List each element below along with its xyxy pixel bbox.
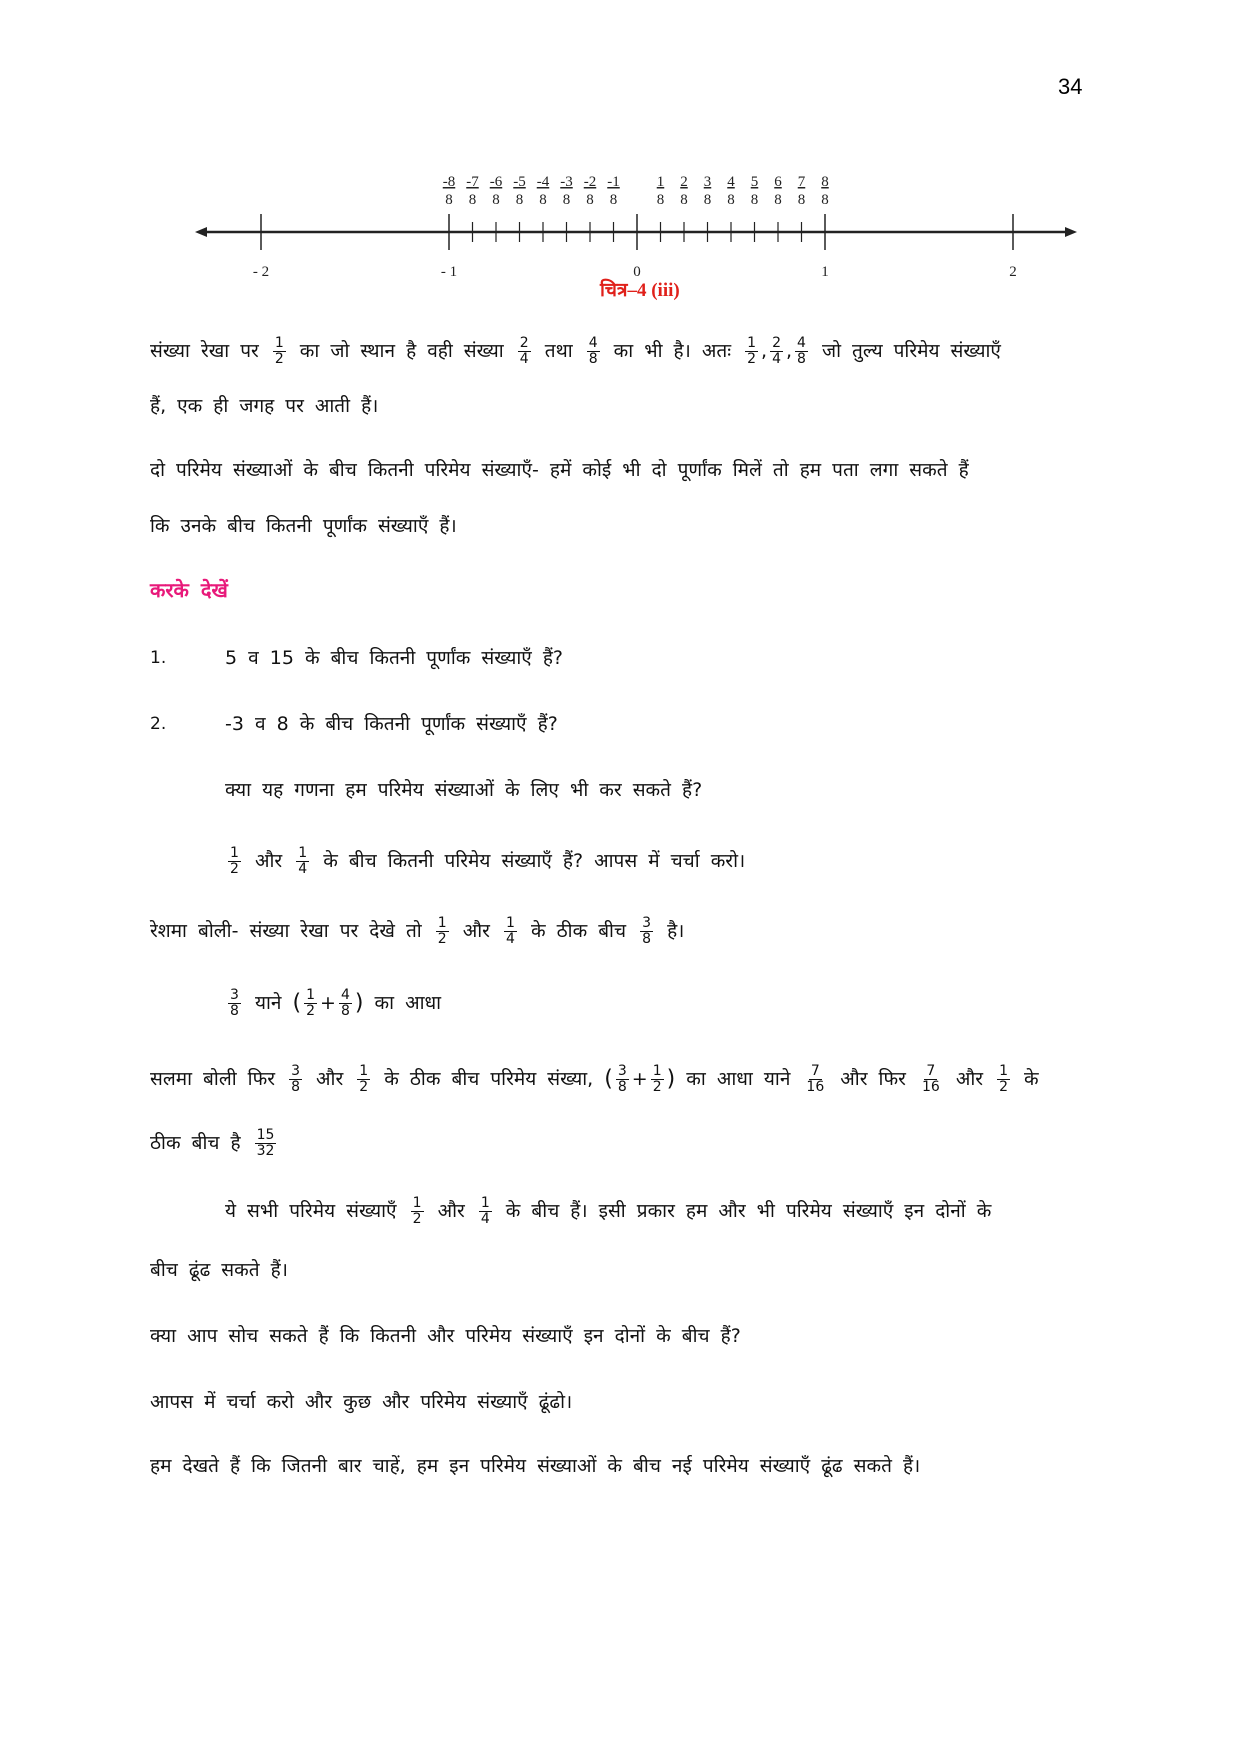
svg-text:8: 8 bbox=[774, 192, 782, 208]
svg-text:8: 8 bbox=[797, 192, 806, 208]
list-item: 5 व 15 के बीच कितनी पूर्णांक संख्याएँ हैं? bbox=[225, 647, 564, 669]
fraction: $\frac{3}{8}$ bbox=[291, 1063, 300, 1095]
fraction: $\frac{1}{2}$ bbox=[437, 915, 447, 947]
fraction: $\frac{1}{2}$ bbox=[306, 987, 316, 1019]
fraction: $\frac{1}{2}$ bbox=[412, 1195, 422, 1227]
figure-caption: चित्र–4 (iii) bbox=[600, 280, 680, 301]
svg-text:1: 1 bbox=[821, 264, 829, 280]
svg-text:- 1: - 1 bbox=[440, 264, 458, 280]
svg-text:8: 8 bbox=[515, 192, 524, 208]
svg-text:8: 8 bbox=[562, 192, 571, 208]
reshma-line: रेशमा बोली- संख्या रेखा पर देखे तो $\frac{1}{2}$ और $\frac{1}{4}$ के ठीक बीच $\frac{3}{8}$ है। bbox=[150, 915, 685, 947]
svg-text:8: 8 bbox=[750, 192, 759, 208]
paragraph-line: दो परिमेय संख्याओं के बीच कितनी परिमेय संख्याएँ- हमें कोई भी दो पूर्णांक मिलें तो हम पता लगा सकते हैं bbox=[150, 459, 969, 481]
svg-text:8: 8 bbox=[727, 192, 735, 208]
svg-text:4: 4 bbox=[727, 174, 735, 190]
right-arrow-icon bbox=[1065, 227, 1077, 237]
summary-line-2: बीच ढूंढ सकते हैं। bbox=[150, 1259, 288, 1281]
fraction: $\frac{7}{16}$ bbox=[806, 1063, 825, 1095]
fraction: $\frac{1}{2}$ bbox=[999, 1063, 1008, 1095]
page-number: 34 bbox=[1058, 74, 1083, 99]
svg-text:-2: -2 bbox=[583, 174, 597, 190]
left-arrow-icon bbox=[195, 227, 207, 237]
fraction: $\frac{4}{8}$ bbox=[797, 335, 806, 367]
salma-line-2: ठीक बीच है $\frac{15}{32}$ bbox=[150, 1127, 275, 1159]
closing-line: हम देखते हैं कि जितनी बार चाहें, हम इन परिमेय संख्याओं के बीच नई परिमेय संख्याएँ ढूंढ सकते हैं। bbox=[150, 1455, 921, 1477]
fraction: $\frac{3}{8}$ bbox=[617, 1063, 627, 1095]
list-number: 1. bbox=[150, 648, 167, 668]
fraction: $\frac{1}{4}$ bbox=[480, 1195, 490, 1227]
question-text: क्या यह गणना हम परिमेय संख्याओं के लिए भी कर सकते हैं? bbox=[225, 779, 703, 801]
fraction: $\frac{2}{4}$ bbox=[772, 335, 781, 367]
svg-text:-6: -6 bbox=[489, 174, 503, 190]
svg-text:8: 8 bbox=[468, 192, 477, 208]
summary-line: ये सभी परिमेय संख्याएँ $\frac{1}{2}$ और $\frac{1}{4}$ के बीच हैं। इसी प्रकार हम और भी परिमेय संख्याएँ इन दोनों के bbox=[225, 1195, 992, 1227]
svg-text:8: 8 bbox=[609, 192, 618, 208]
fraction: $\frac{1}{2}$ bbox=[652, 1063, 662, 1095]
list-item: -3 व 8 के बीच कितनी पूर्णांक संख्याएँ हैं? bbox=[225, 713, 558, 735]
fraction: $\frac{3}{8}$ bbox=[230, 987, 239, 1019]
fraction-question: $\frac{1}{2}$ और $\frac{1}{4}$ के बीच कितनी परिमेय संख्याएँ हैं? आपस में चर्चा करो। bbox=[230, 845, 746, 877]
svg-text:- 2: - 2 bbox=[252, 264, 270, 280]
svg-text:8: 8 bbox=[492, 192, 500, 208]
fraction: $\frac{4}{8}$ bbox=[588, 335, 598, 367]
svg-text:-5: -5 bbox=[513, 174, 526, 190]
fraction: $\frac{1}{2}$ bbox=[274, 335, 284, 367]
list-number: 2. bbox=[150, 714, 167, 734]
fraction: $\frac{1}{2}$ bbox=[747, 335, 757, 367]
svg-text:-4: -4 bbox=[536, 174, 550, 190]
fraction: $\frac{1}{2}$ bbox=[359, 1063, 369, 1095]
closing-line: क्या आप सोच सकते हैं कि कितनी और परिमेय संख्याएँ इन दोनों के बीच हैं? bbox=[150, 1325, 741, 1347]
svg-text:8: 8 bbox=[680, 192, 688, 208]
svg-text:8: 8 bbox=[445, 192, 453, 208]
fraction: $\frac{3}{8}$ bbox=[642, 915, 652, 947]
svg-text:8: 8 bbox=[656, 192, 665, 208]
svg-text:-8: -8 bbox=[442, 174, 456, 190]
closing-line: आपस में चर्चा करो और कुछ और परिमेय संख्याएँ ढूंढो। bbox=[150, 1391, 573, 1413]
svg-text:8: 8 bbox=[539, 192, 547, 208]
fraction: $\frac{7}{16}$ bbox=[921, 1063, 940, 1095]
svg-text:2: 2 bbox=[1009, 264, 1017, 280]
salma-line: सलमा बोली फिर $\frac{3}{8}$ और $\frac{1}{2}$ के ठीक बीच परिमेय संख्या, ( $\frac{3}{8}$ + $\frac{1}{2}$ ) का आधा याने $\frac{7}{16}$ और फिर $\frac{7}{16}$ और $\frac{1}{2}$ के bbox=[150, 1063, 1039, 1095]
average-expression: $\frac{3}{8}$ याने ( $\frac{1}{2}$ + $\frac{4}{8}$ ) का आधा bbox=[230, 987, 442, 1019]
paragraph-line: हैं, एक ही जगह पर आती हैं। bbox=[150, 395, 379, 417]
fraction: $\frac{1}{4}$ bbox=[298, 845, 308, 877]
svg-text:6: 6 bbox=[774, 174, 782, 190]
svg-text:-7: -7 bbox=[466, 174, 479, 190]
svg-text:8: 8 bbox=[703, 192, 712, 208]
fraction: $\frac{2}{4}$ bbox=[519, 335, 529, 367]
svg-text:-1: -1 bbox=[607, 174, 620, 190]
fraction: $\frac{4}{8}$ bbox=[340, 987, 350, 1019]
fraction: $\frac{1}{2}$ bbox=[230, 845, 239, 877]
svg-text:8: 8 bbox=[821, 174, 829, 190]
svg-text:3: 3 bbox=[703, 174, 712, 190]
svg-text:5: 5 bbox=[750, 174, 759, 190]
paragraph-equivalent-fractions: संख्या रेखा पर $\frac{1}{2}$ का जो स्थान है वही संख्या $\frac{2}{4}$ तथा $\frac{4}{8}$ का भी है। अतः $\frac{1}{2}$ , $\frac{2}{4}$ , $\frac{4}{8}$ जो तुल्य परिमेय संख्याएँ bbox=[150, 335, 1001, 367]
svg-text:8: 8 bbox=[821, 192, 829, 208]
svg-text:7: 7 bbox=[797, 174, 806, 190]
fraction: $\frac{15}{32}$ bbox=[256, 1127, 275, 1159]
svg-text:0: 0 bbox=[633, 264, 641, 280]
paragraph-line: कि उनके बीच कितनी पूर्णांक संख्याएँ हैं। bbox=[150, 515, 457, 537]
fraction: $\frac{1}{4}$ bbox=[506, 915, 515, 947]
svg-text:-3: -3 bbox=[560, 174, 573, 190]
svg-text:1: 1 bbox=[656, 174, 665, 190]
section-heading: करके देखें bbox=[150, 578, 228, 602]
svg-text:8: 8 bbox=[586, 192, 594, 208]
svg-text:2: 2 bbox=[680, 174, 688, 190]
